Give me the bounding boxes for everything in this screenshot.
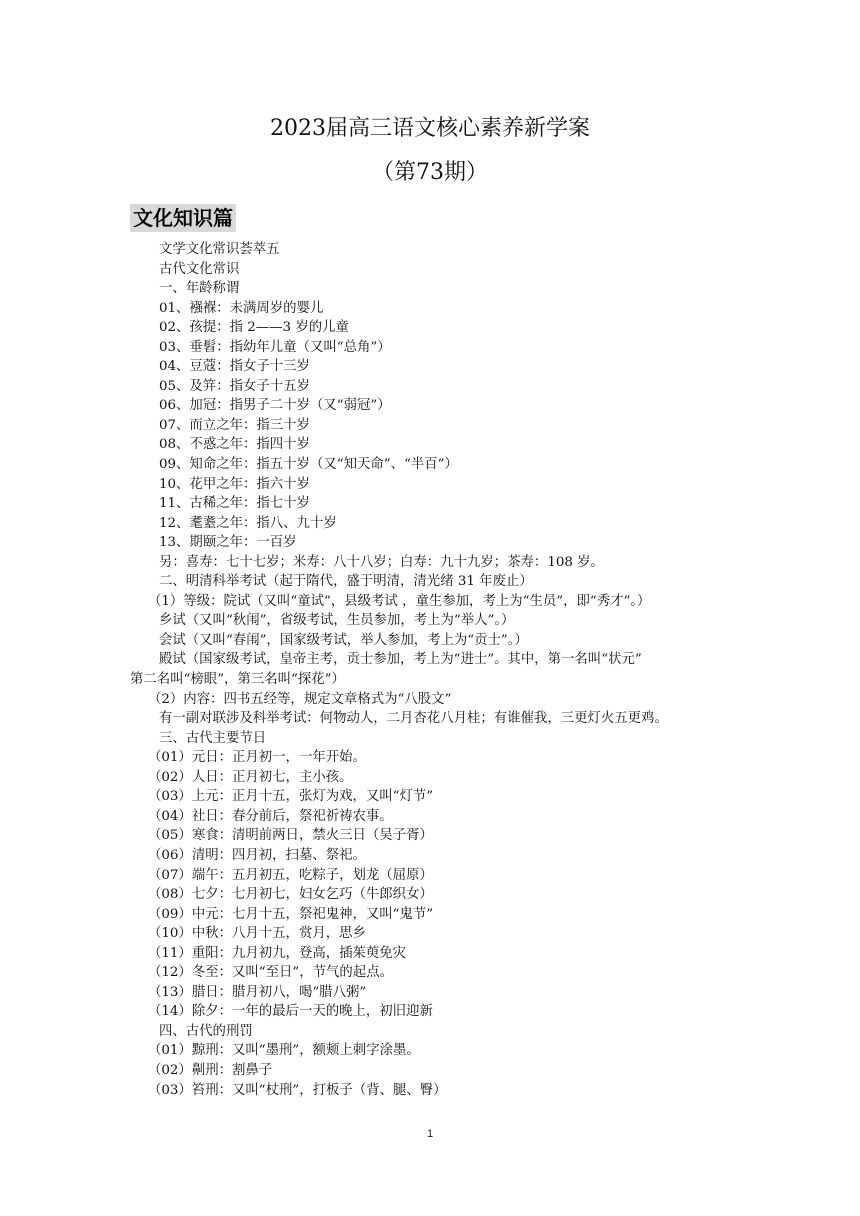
text-line: 05、及笄：指女子十五岁	[159, 378, 310, 394]
text-line: 另：喜寿：七十七岁；米寿：八十八岁；白寿：九十九岁；茶寿：108 岁。	[159, 554, 604, 570]
text-line: （06）清明：四月初，扫墓、祭祀。	[148, 847, 366, 863]
text-line: 13、期颐之年：一百岁	[159, 535, 297, 551]
text-line: 古代文化常识	[159, 261, 240, 277]
text-line: （10）中秋：八月十五，赏月，思乡	[148, 926, 366, 942]
text-line: 三、古代主要节日	[159, 730, 267, 746]
text-line: （2）内容：四书五经等，规定文章格式为“八股文”	[148, 691, 452, 707]
text-line: （01）黥刑：又叫“墨刑”，额颊上刺字涂墨。	[148, 1043, 420, 1059]
text-line: 01、襁褓：未满周岁的婴儿	[159, 300, 324, 316]
document-body	[130, 240, 770, 1100]
text-line: 11、古稀之年：指七十岁	[159, 496, 310, 512]
text-line: 08、不惑之年：指四十岁	[159, 437, 310, 453]
page-number: 1	[426, 1128, 434, 1140]
text-line: （11）重阳：九月初九，登高，插茱萸免灾	[148, 945, 407, 961]
text-line: （14）除夕：一年的最后一天的晚上，初旧迎新	[148, 1004, 433, 1020]
text-line: （05）寒食：清明前两日，禁火三日（吴子胥）	[148, 828, 433, 844]
text-line: 06、加冠：指男子二十岁（又“弱冠”）	[159, 398, 391, 414]
text-line: 一、年龄称谓	[159, 281, 240, 297]
document-title: 2023届高三语文核心素养新学案	[270, 116, 590, 141]
text-line: 二、明清科举考试（起于隋代，盛于明清，清光绪 31 年废止）	[159, 574, 533, 590]
section-heading: 文化知识篇	[130, 204, 236, 232]
text-line: 07、而立之年：指三十岁	[159, 417, 310, 433]
text-line: （08）七夕：七月初七，妇女乞巧（牛郎织女）	[148, 887, 433, 903]
text-line: （03）笞刑：又叫“杖刑”，打板子（背、腿、臀）	[148, 1082, 447, 1098]
text-line: 会试（又叫“春闱”，国家级考试，举人参加，考上为“贡士”。）	[159, 632, 528, 648]
text-line: （02）劓刑：割鼻子	[148, 1062, 273, 1078]
text-line: 03、垂髫：指幼年儿童（又叫“总角”）	[159, 339, 391, 355]
text-line: 12、耄耋之年：指八、九十岁	[159, 515, 337, 531]
text-line: 02、孩提：指 2——3 岁的儿童	[159, 320, 349, 336]
text-line: 第二名叫“榜眼”，第三名叫“探花”）	[130, 672, 345, 688]
text-line: 有一副对联涉及科举考试：何物动人，二月杏花八月桂；有谁催我，三更灯火五更鸡。	[159, 711, 668, 727]
text-line: 04、豆蔻：指女子十三岁	[159, 359, 310, 375]
text-line: 10、花甲之年：指六十岁	[159, 476, 310, 492]
text-line: 四、古代的刑罚	[159, 1023, 253, 1039]
text-line: （04）社日：春分前后，祭祀祈祷农事。	[148, 808, 393, 824]
text-line: 文学文化常识荟萃五	[159, 242, 280, 257]
text-line: （03）上元：正月十五，张灯为戏，又叫“灯节”	[148, 789, 434, 805]
text-line: （1）等级：院试（又叫“童试”，县级考试 ，童生参加，考上为“生员”，即“秀才”。）	[148, 593, 651, 609]
text-line: （09）中元：七月十五，祭祀鬼神，又叫“鬼节”	[148, 906, 434, 922]
text-line: （12）冬至：又叫“至日”，节气的起点。	[148, 965, 393, 981]
text-line: 09、知命之年：指五十岁（又“知天命”、“半百”）	[159, 457, 458, 473]
text-line: 殿试（国家级考试，皇帝主考，贡士参加，考上为“进士”。其中，第一名叫“状元”	[159, 652, 642, 668]
text-line: （02）人日：正月初七，主小孩。	[148, 769, 353, 785]
text-line: （01）元日：正月初一，一年开始。	[148, 750, 366, 766]
text-line: （13）腊日：腊月初八，喝“腊八粥”	[148, 984, 367, 1000]
text-line: 乡试（又叫“秋闱”，省级考试，生员参加，考上为“举人”。）	[159, 613, 515, 629]
text-line: （07）端午：五月初五，吃粽子，划龙（屈原）	[148, 867, 433, 883]
document-issue-number: （第73期）	[372, 160, 488, 185]
